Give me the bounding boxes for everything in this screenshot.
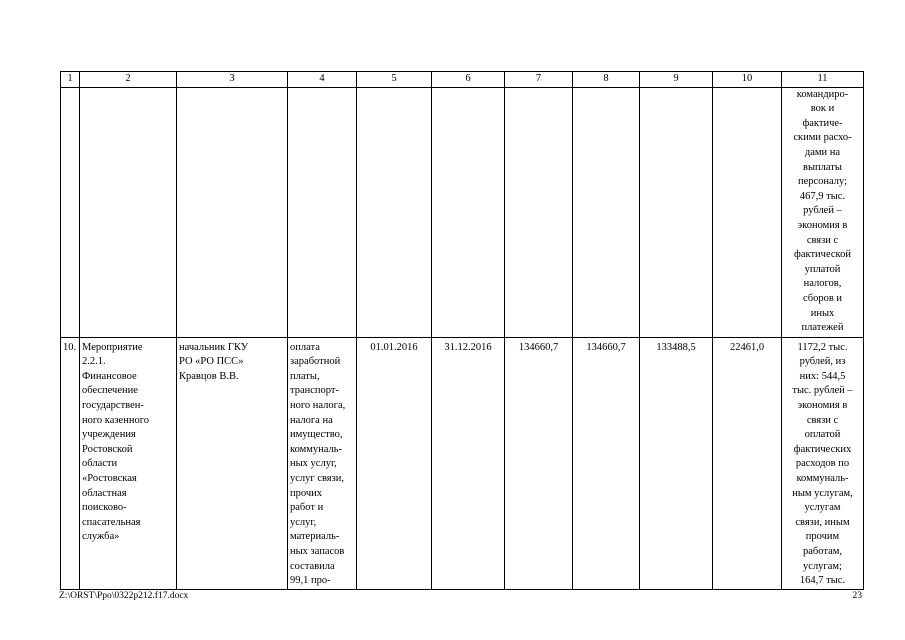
end-date-cell: 31.12.2016 [432,337,505,589]
contract-amount-cell: 134660,7 [573,337,640,589]
header-cell: 1 [61,72,80,88]
report-table [60,71,864,590]
header-cell: 7 [505,72,573,88]
footer-page-number: 23 [852,591,862,601]
table-row [61,87,864,337]
table-cell [640,87,713,337]
responsible-cell: начальник ГКУ РО «РО ПСС» Кравцов В.В. [177,337,288,589]
result-note-cell: командиро- вок и фактиче- скими расхо- дами на выплаты персоналу; 467,9 тыс. рублей – экономия в связи с фактической уплатой налогов, сборов и иных платежей [782,87,864,337]
start-date-cell: 01.01.2016 [357,337,432,589]
header-cell: 10 [713,72,782,88]
header-cell: 6 [432,72,505,88]
header-cell: 3 [177,72,288,88]
table-cell [505,87,573,337]
header-cell: 11 [782,72,864,88]
table-header-row [61,72,864,88]
table-cell [573,87,640,337]
row-number-cell: 10. [61,337,80,589]
result-note-cell: 1172,2 тыс. рублей, из них: 544,5 тыс. рублей – экономия в связи с оплатой фактических расходов по коммуналь- ным услугам, услугам связи, иным прочим работам, услугам; 164,7 тыс. [782,337,864,589]
header-cell: 2 [80,72,177,88]
table-cell [288,87,357,337]
footer-file-path: Z:\ORST\Ppo\0322p212.f17.docx [59,591,189,601]
table-cell [713,87,782,337]
header-cell: 8 [573,72,640,88]
result-cell: оплата заработной платы, транспорт- ного налога, налога на имущество, коммуналь- ных услуг, услуг связи, прочих работ и услуг, материаль- ных запасов составила 99,1 про- [288,337,357,589]
other-amount-cell: 22461,0 [713,337,782,589]
header-cell: 5 [357,72,432,88]
header-cell: 4 [288,72,357,88]
header-cell: 9 [640,72,713,88]
planned-amount-cell: 134660,7 [505,337,573,589]
table-cell [357,87,432,337]
table-cell [177,87,288,337]
actual-amount-cell: 133488,5 [640,337,713,589]
table-row [61,337,864,589]
measure-name-cell: Мероприятие 2.2.1. Финансовое обеспечение государствен- ного казенного учреждения Ростовской области «Ростовская областная поисково- спасательная служба» [80,337,177,589]
table-cell [80,87,177,337]
table-cell [61,87,80,337]
table-cell [432,87,505,337]
